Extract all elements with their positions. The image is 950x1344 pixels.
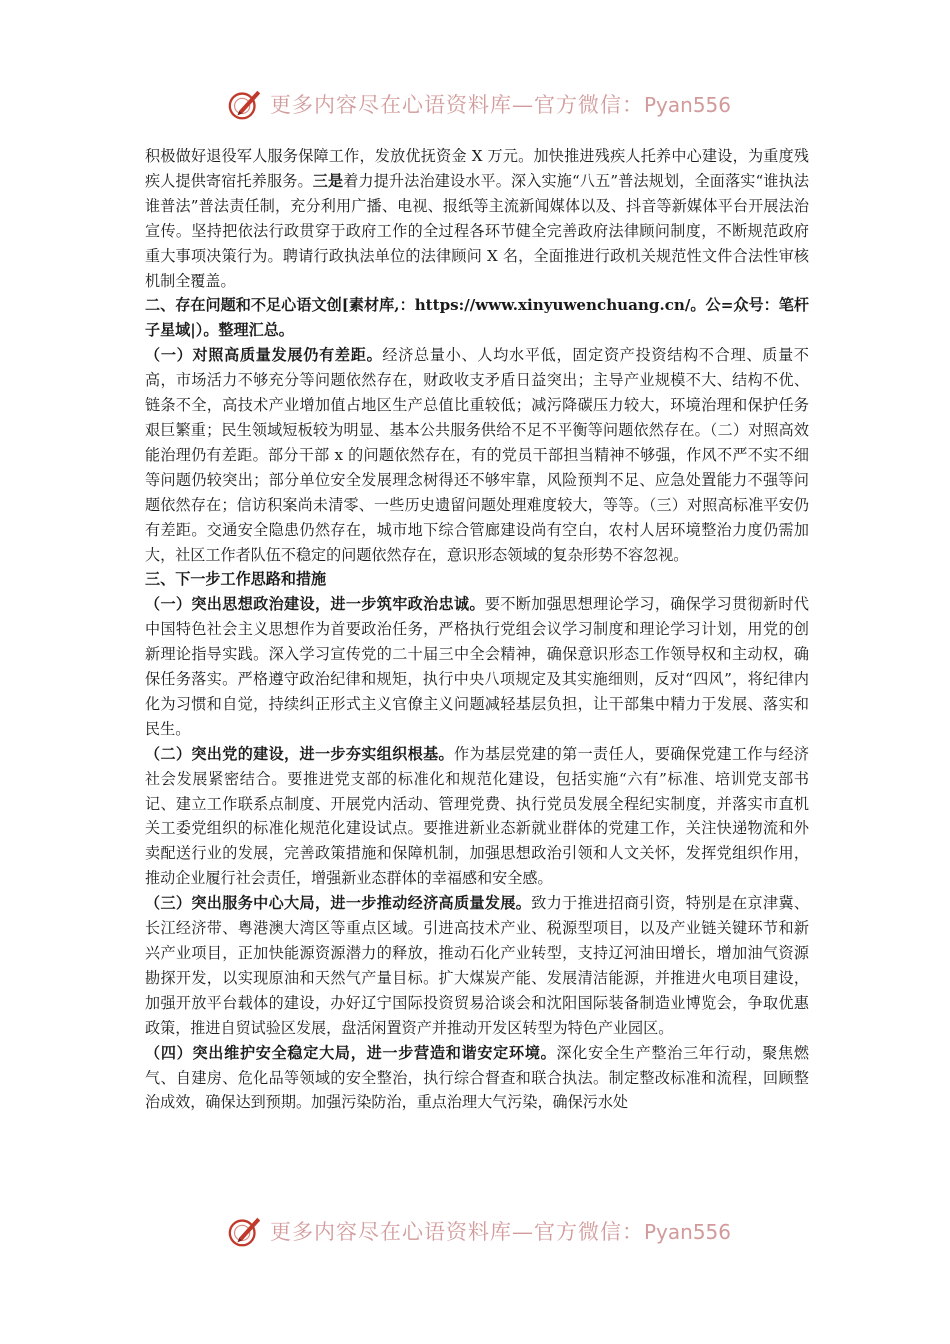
pen-logo-icon <box>226 85 264 123</box>
banner-text: 更多内容尽在心语资料库—官方微信：Pyan556 <box>270 1220 732 1244</box>
paragraph-economy: （三）突出服务中心大局，进一步推动经济高质量发展。致力于推进招商引资，特别是在京津冀、长江经济带、粤港澳大湾区等重点区域。引进高技术产业、税源型项目，以及产业链关键环节和新兴产业项目，正加快能源资源潜力的释放，推动石化产业转型，支持辽河油田增长，增加油气资源勘探开发，以实现原油和天然气产量目标。扩大煤炭产能、发展清洁能源，并推进火电项目建设，加强开放平台载体的建设，办好辽宁国际投资贸易洽谈会和沈阳国际装备制造业博览会，争取优惠政策，推进自贸试验区发展，盘活闲置资产并推动开发区转型为特色产业园区。 <box>145 894 809 1037</box>
paragraph-political: （一）突出思想政治建设，进一步筑牢政治忠诚。要不断加强思想理论学习，确保学习贯彻新时代中国特色社会主义思想作为首要政治任务，严格执行党组会议学习制度和理论学习计划，用党的创新理论指导实践。深入学习宣传党的二十届三中全会精神，确保意识形态工作领导权和主动权，确保任务落实。严格遵守政治纪律和规矩，执行中央八项规定及其实施细则，反对“四风”，将纪律内化为习惯和自觉，持续纠正形式主义官僚主义问题减轻基层负担，让干部集中精力于发展、落实和民生。 <box>145 595 809 738</box>
header-banner <box>226 84 746 124</box>
document-body <box>145 144 809 1115</box>
paragraph-legal: 积极做好退役军人服务保障工作，发放优抚资金 X 万元。加快推进残疾人托养中心建设，为重度残疾人提供寄宿托养服务。三是着力提升法治建设水平。深入实施“八五”普法规划，全面落实“谁执法谁普法”普法责任制，充分利用广播、电视、报纸等主流新闻媒体以及、抖音等新媒体平台开展法治宣传。坚持把依法行政贯穿于政府工作的全过程各环节健全完善政府法律顾问制度，不断规范政府重大事项决策行为。聘请行政执法单位的法律顾问 X 名，全面推进行政机关规范性文件合法性审核机制全覆盖。 <box>145 147 809 290</box>
footer-banner <box>226 1211 746 1251</box>
pen-logo-icon <box>226 1212 264 1250</box>
paragraph-safety: （四）突出维护安全稳定大局，进一步营造和谐安定环境。深化安全生产整治三年行动，聚焦燃气、自建房、危化品等领域的安全整治，执行综合督查和联合执法。制定整改标准和流程，回顾整治成效，确保达到预期。加强污染防治，重点治理大气污染，确保污水处 <box>145 1043 809 1112</box>
paragraph-problems: （一）对照高质量发展仍有差距。经济总量小、人均水平低，固定资产投资结构不合理、质量不高，市场活力不够充分等问题依然存在，财政收支矛盾日益突出；主导产业规模不大、结构不优、链条不全，高技术产业增加值占地区生产总值比重较低；减污降碳压力较大，环境治理和保护任务艰巨繁重；民生领域短板较为明显、基本公共服务供给不足不平衡等问题依然存在。（二）对照高效能治理仍有差距。部分干部 x 的问题依然存在，有的党员干部担当精神不够强，作风不严不实不细等问题仍较突出；部分单位安全发展理念树得还不够牢靠，风险预判不足、应急处置能力不强等问题依然存在；信访积案尚未清零、一些历史遗留问题处理难度较大，等等。（三）对照高标准平安仍有差距。交通安全隐患仍然存在，城市地下综合管廊建设尚有空白，农村人居环境整治力度仍需加大，社区工作者队伍不稳定的问题依然存在，意识形态领域的复杂形势不容忽视。 <box>145 346 809 564</box>
section-heading-problems: 二、存在问题和不足心语文创[素材库,：https://www.xinyuwenchuang.cn/。公=众号：笔杆子星域|）。整理汇总。 <box>145 296 809 340</box>
banner-text: 更多内容尽在心语资料库—官方微信：Pyan556 <box>270 93 732 117</box>
paragraph-party-building: （二）突出党的建设，进一步夯实组织根基。作为基层党建的第一责任人，要确保党建工作与经济社会发展紧密结合。要推进党支部的标准化和规范化建设，包括实施“六有”标准、培训党支部书记、建立工作联系点制度、开展党内活动、管理党费、执行党员发展全程纪实制度，并落实市直机关工委党组织的标准化规范化建设试点。要推进新业态新就业群体的党建工作，关注快递物流和外卖配送行业的发展，完善政策措施和保障机制，加强思想政治引领和人文关怀，发挥党组织作用，推动企业履行社会责任，增强新业态群体的幸福感和安全感。 <box>145 744 809 888</box>
section-heading-next-steps: 三、下一步工作思路和措施 <box>145 570 327 589</box>
